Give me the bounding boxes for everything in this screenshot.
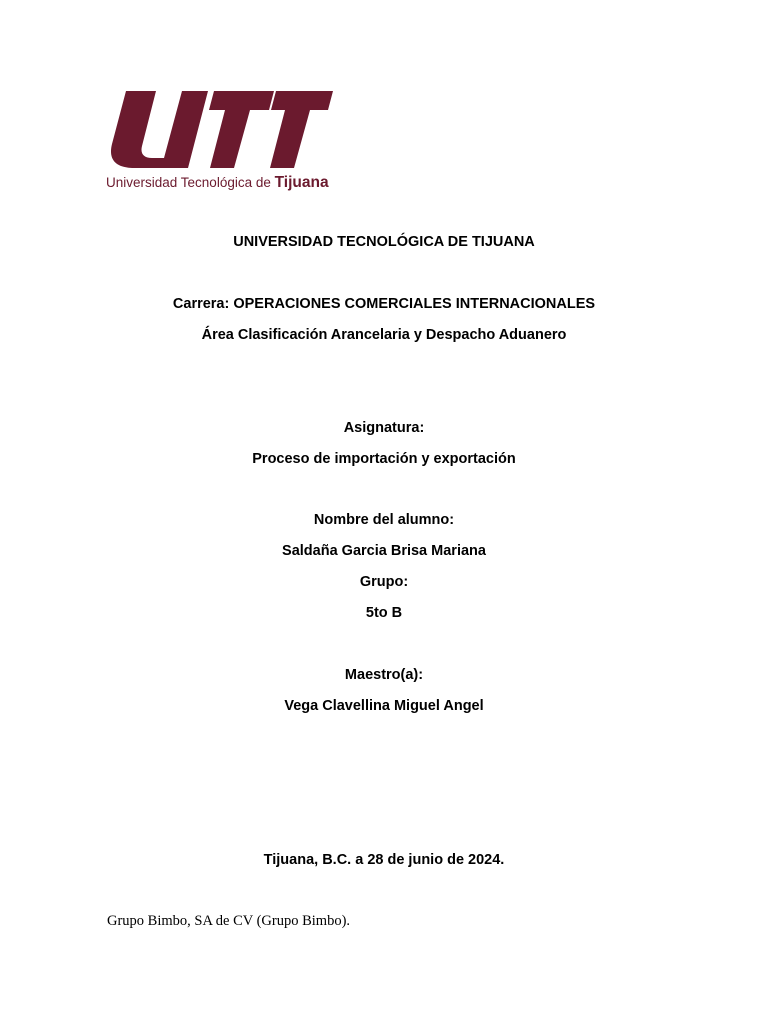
career-line: Carrera: OPERACIONES COMERCIALES INTERNACIONALES bbox=[172, 296, 596, 312]
subject-value: Proceso de importación y exportación bbox=[252, 451, 516, 467]
body-first-line: Grupo Bimbo, SA de CV (Grupo Bimbo). bbox=[107, 913, 351, 929]
teacher-value: Vega Clavellina Miguel Angel bbox=[284, 698, 484, 714]
institution-title: UNIVERSIDAD TECNOLÓGICA DE TIJUANA bbox=[233, 234, 535, 250]
area-line: Área Clasificación Arancelaria y Despacho Aduanero bbox=[201, 327, 567, 343]
logo-wordmark bbox=[106, 174, 329, 191]
logo-wordmark-city: Tijuana bbox=[274, 174, 329, 191]
logo-letter-u bbox=[111, 91, 208, 168]
teacher-label: Maestro(a): bbox=[344, 667, 424, 683]
utt-logo-graphic bbox=[104, 88, 336, 194]
student-value: Saldaña Garcia Brisa Mariana bbox=[282, 543, 486, 559]
student-label: Nombre del alumno: bbox=[313, 512, 455, 528]
logo-wordmark-prefix: Universidad Tecnológica de bbox=[106, 175, 275, 190]
group-label: Grupo: bbox=[359, 574, 409, 590]
utt-logo bbox=[104, 88, 336, 194]
logo-letter-t2 bbox=[270, 91, 333, 168]
place-date: Tijuana, B.C. a 28 de junio de 2024. bbox=[263, 852, 505, 868]
group-value: 5to B bbox=[365, 605, 403, 621]
subject-label: Asignatura: bbox=[343, 420, 425, 436]
logo-letter-t1 bbox=[209, 91, 274, 168]
